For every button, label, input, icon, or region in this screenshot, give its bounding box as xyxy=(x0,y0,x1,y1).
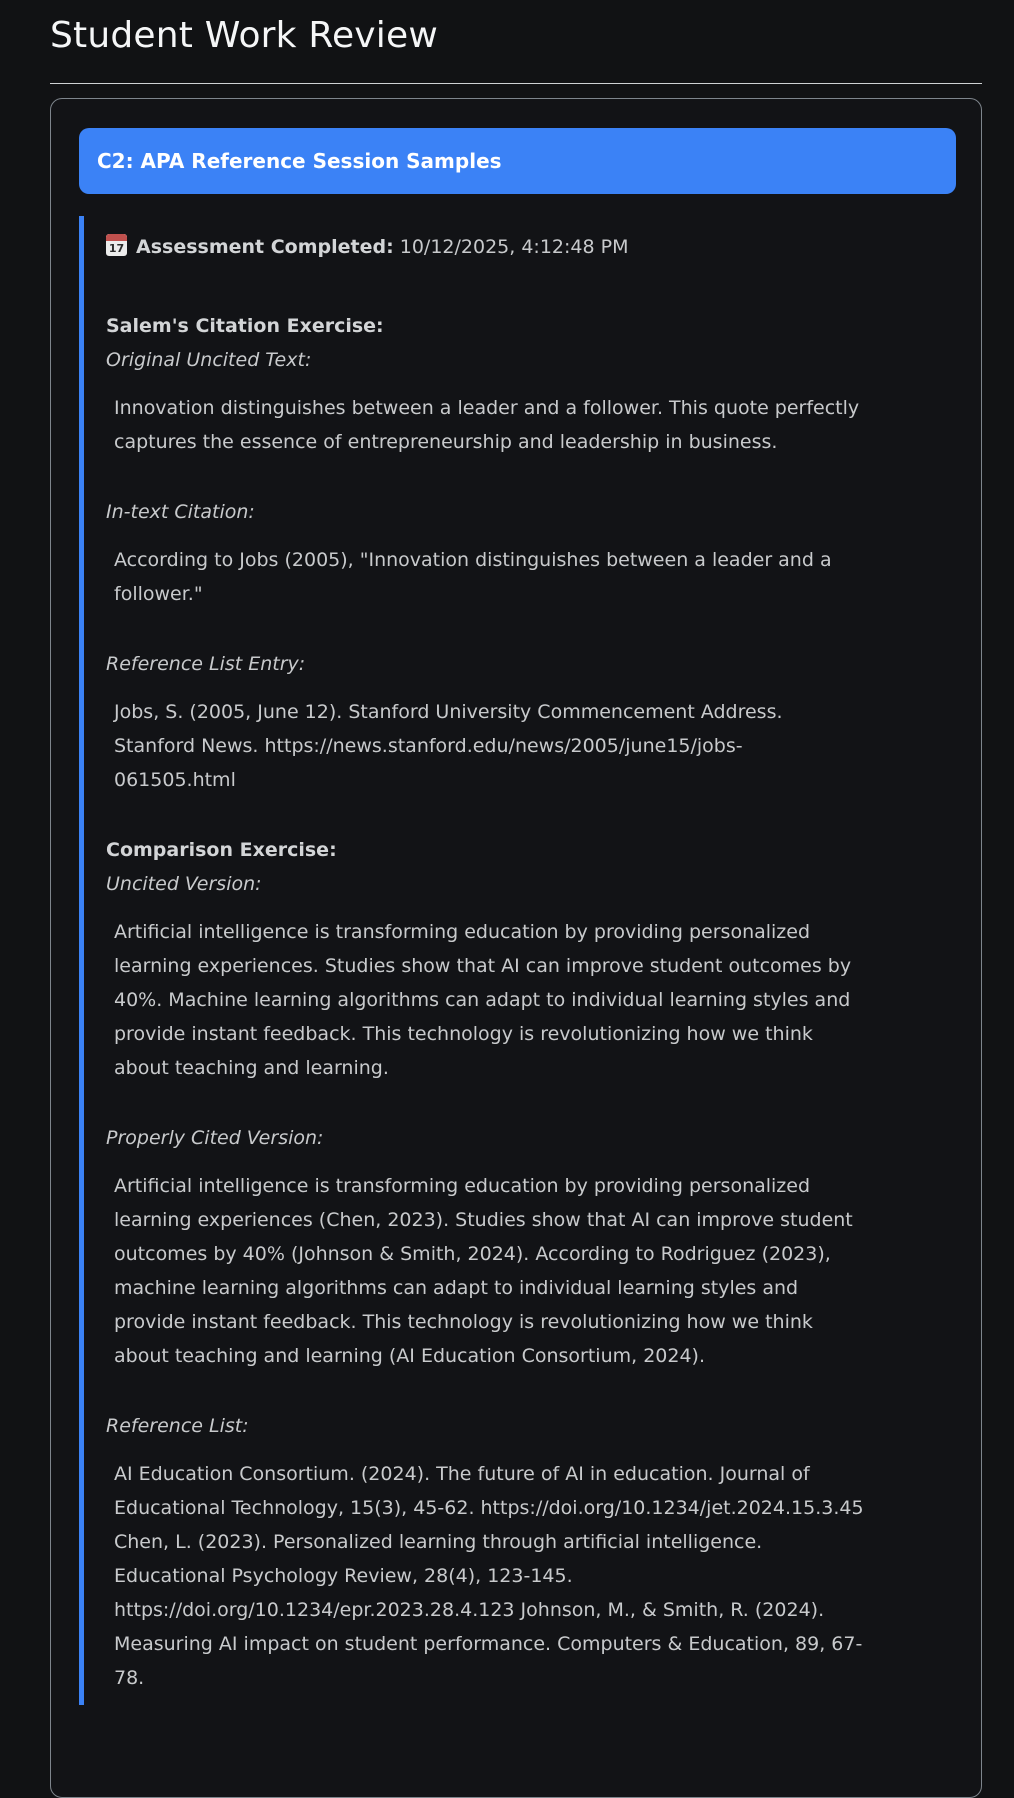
field-label: Reference List: xyxy=(106,1415,249,1437)
body-paragraph: Innovation distinguishes between a leader and a follower. This quote perfectly captures the essence of entrepreneurship and leadership in business. xyxy=(114,397,860,453)
calendar-icon-day: 17 xyxy=(108,242,125,255)
assessment-quote xyxy=(79,216,956,1705)
field-label: Original Uncited Text: xyxy=(106,349,312,371)
field-label: Properly Cited Version: xyxy=(106,1127,324,1149)
field-label: Reference List Entry: xyxy=(106,653,306,675)
body-paragraph: Jobs, S. (2005, June 12). Stanford University Commencement Address. Stanford News. https://news.stanford.edu/news/2005/june15/jobs-061505.html xyxy=(114,701,783,791)
page-title: Student Work Review xyxy=(50,15,439,56)
calendar-icon xyxy=(106,234,127,256)
session-header-label: C2: APA Reference Session Samples xyxy=(97,149,502,173)
body-paragraph: Artificial intelligence is transforming education by providing personalized learning experiences (Chen, 2023). Studies show that AI can improve student outcomes by 40% (Johnson & Smith, 2024). According to Rodriguez (2023), machine learning algorithms can adapt to individual learning styles and provide instant feedback. This technology is revolutionizing how we think about teaching and learning (AI Education Consortium, 2024). xyxy=(114,1175,853,1367)
section-heading: Comparison Exercise: xyxy=(106,839,337,861)
assessment-meta xyxy=(106,230,936,264)
assessment-blocks xyxy=(106,309,936,1695)
session-card xyxy=(50,98,982,1798)
field-label: In-text Citation: xyxy=(106,501,255,523)
title-divider xyxy=(50,83,982,84)
body-paragraph: According to Jobs (2005), "Innovation distinguishes between a leader and a follower." xyxy=(114,549,832,605)
body-paragraph: AI Education Consortium. (2024). The future of AI in education. Journal of Educational Technology, 15(3), 45-62. https://doi.org/10.1234/jet.2024.15.3.45 Chen, L. (2023). Personalized learning through artificial intelligence. Educational Psychology Review, 28(4), 123-145. https://doi.org/10.1234/epr.2023.28.4.123 Johnson, M., & Smith, R. (2024). Measuring AI impact on student performance. Computers & Education, 89, 67-78. xyxy=(114,1463,864,1689)
assessment-meta-label: Assessment Completed: xyxy=(136,236,394,258)
body-paragraph: Artificial intelligence is transforming education by providing personalized learning experiences. Studies show that AI can improve student outcomes by 40%. Machine learning algorithms can adapt to individual learning styles and provide instant feedback. This technology is revolutionizing how we think about teaching and learning. xyxy=(114,921,852,1079)
section-heading: Salem's Citation Exercise: xyxy=(106,315,384,337)
assessment-meta-value: 10/12/2025, 4:12:48 PM xyxy=(399,236,629,258)
session-header[interactable] xyxy=(79,128,956,194)
field-label: Uncited Version: xyxy=(106,873,262,895)
